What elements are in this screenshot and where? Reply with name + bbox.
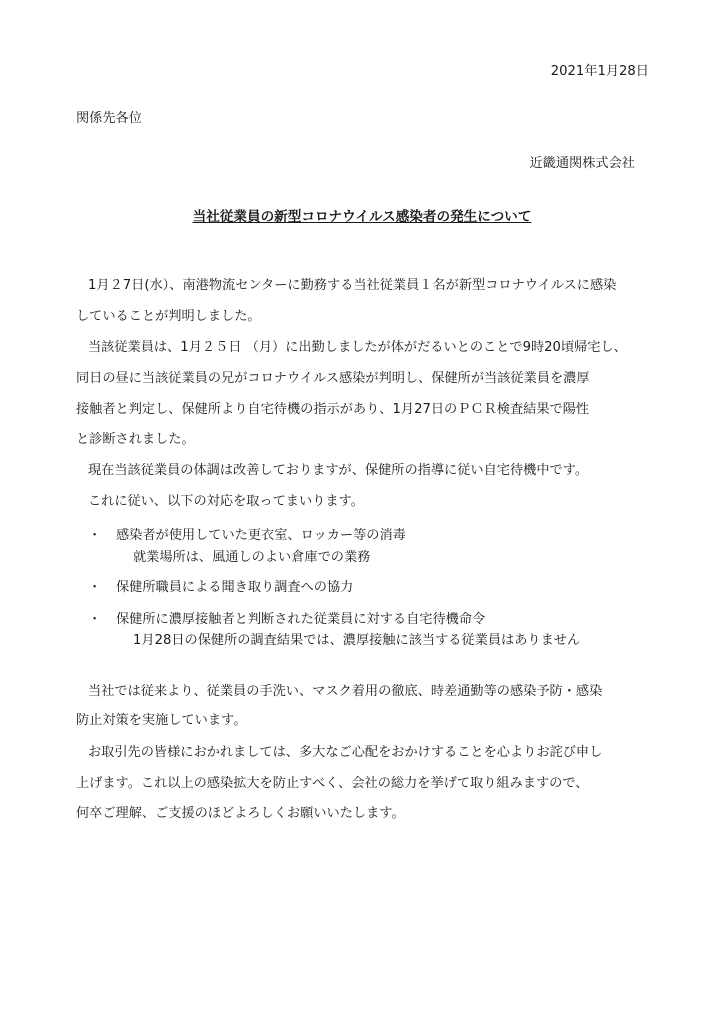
para1-line2: していることが判明しました。 bbox=[76, 309, 261, 324]
para2-line1: 当該従業員は、1月２５日 （月）に出勤しましたが体がだるいとのことで9時20頃帰宅し、 bbox=[88, 340, 627, 355]
para2-line2: 同日の昼に当該従業員の兄がコロナウイルス感染が判明し、保健所が当該従業員を濃厚 bbox=[76, 371, 590, 386]
para2-line3: 接触者と判定し、保健所より自宅待機の指示があり、1月27日のＰＣＲ検査結果で陽性 bbox=[76, 402, 590, 417]
measure-item-2: 保健所職員による聞き取り調査への協力 bbox=[116, 580, 354, 595]
para6-line1: お取引先の皆様におかれましては、多大なご心配をおかけすることを心よりお詫び申し bbox=[88, 745, 603, 760]
para6-line2: 上げます。これ以上の感染拡大を防止すべく、会社の総力を挙げて取り組みますので、 bbox=[76, 776, 589, 791]
para4-line: これに従い、以下の対応を取ってまいります。 bbox=[88, 494, 364, 509]
addressee: 関係先各位 bbox=[76, 111, 142, 126]
para2-line4: と診断されました。 bbox=[76, 432, 195, 447]
measure-item-3-note: 1月28日の保健所の調査結果では、濃厚接触に該当する従業員はありません bbox=[133, 633, 581, 648]
para3-line: 現在当該従業員の体調は改善しておりますが、保健所の指導に従い自宅待機中です。 bbox=[88, 463, 589, 478]
para5-line1: 当社では従来より、従業員の手洗い、マスク着用の徹底、時差通勤等の感染予防・感染 bbox=[88, 684, 603, 699]
measure-item-3: 保健所に濃厚接触者と判断された従業員に対する自宅待機命令 bbox=[116, 612, 486, 627]
para5-line2: 防止対策を実施しています。 bbox=[76, 713, 247, 728]
para1-line1: 1月２7日(水）、南港物流センターに勤務する当社従業員１名が新型コロナウイルスに感染 bbox=[88, 278, 617, 293]
para6-line3: 何卒ご理解、ご支援のほどよろしくお願いいたします。 bbox=[76, 806, 405, 821]
measure-item-1-note: 就業場所は、風通しのよい倉庫での業務 bbox=[133, 550, 371, 565]
company-name: 近畿通関株式会社 bbox=[529, 156, 635, 171]
letter-date: 2021年1月28日 bbox=[550, 64, 649, 79]
bullet-mark: ・ bbox=[88, 612, 102, 627]
document-title: 当社従業員の新型コロナウイルス感染者の発生について bbox=[192, 209, 532, 225]
bullet-mark: ・ bbox=[88, 580, 102, 595]
bullet-mark: ・ bbox=[88, 528, 102, 543]
measure-item-1: 感染者が使用していた更衣室、ロッカー等の消毒 bbox=[116, 528, 406, 543]
